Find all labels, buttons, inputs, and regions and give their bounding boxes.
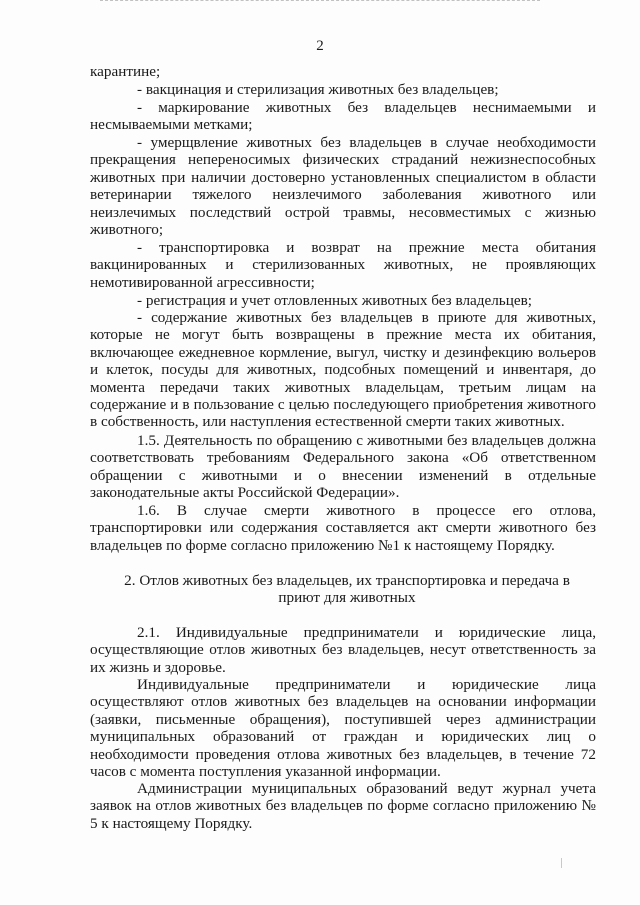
- list-item: - вакцинация и стерилизация животных без владельцев;: [137, 81, 499, 98]
- list-item: - транспортировка и возврат на прежние места обитания вакцинированных и стерилизованных животных, не проявляющих немотивированной агрессивности;: [90, 239, 596, 291]
- paragraph-2-1: 2.1. Индивидуальные предприниматели и юридические лица, осуществляющие отлов животных без владельцев, несут ответственность за их жизнь и здоровье.: [90, 624, 596, 676]
- page-number: 2: [316, 38, 324, 54]
- list-item: - содержание животных без владельцев в приюте для животных, которые не могут быть возвращены в прежние места их обитания, включающее ежедневное кормление, выгул, чистку и дезинфекцию вольеров и клеток, посуды для животных, подсобных помещений и инвентаря, до момента передачи таких животных владельцам, третьим лицам на содержание и в пользование с целью последующего приобретения животного в собственность, или наступления естественной смерти таких животных.: [90, 309, 596, 431]
- text-block: [90, 780, 596, 832]
- paragraph: карантине;: [90, 63, 161, 80]
- paragraph: Индивидуальные предприниматели и юридические лица осуществляют отлов животных без владельцев на основании информации (заявки, письменные обращения), поступившей через администрации муниципальных образований от граждан и юридических лиц о необходимости проведения отлова животных без владельцев, в течение 72 часов с момента поступления указанной информации.: [90, 676, 596, 781]
- text-block: [90, 134, 596, 238]
- scan-artifact: [100, 0, 540, 5]
- text-block: [90, 309, 596, 431]
- text-block: [90, 676, 596, 780]
- text-block: [90, 292, 596, 309]
- paragraph-1-6: 1.6. В случае смерти животного в процессе его отлова, транспортировки или содержания составляется акт смерти животного без владельцев по форме согласно приложению №1 к настоящему Порядку.: [90, 502, 596, 554]
- section-heading: 2. Отлов животных без владельцев, их транспортировка и передача в приют для животных: [124, 572, 570, 607]
- text-block: [90, 432, 596, 502]
- text-block: [90, 99, 596, 134]
- list-item: - маркирование животных без владельцев неснимаемыми и несмываемыми метками;: [90, 99, 596, 134]
- text-block: [90, 502, 596, 554]
- paragraph: Администрации муниципальных образований ведут журнал учета заявок на отлов животных без владельцев по форме согласно приложению № 5 к настоящему Порядку.: [90, 780, 596, 832]
- text-block: [90, 81, 596, 98]
- list-item: - умерщвление животных без владельцев в случае необходимости прекращения непереносимых физических страданий нежизнеспособных животных при наличии достоверно установленных специалистом в области ветеринарии тяжелого неизлечимого заболевания животного или неизлечимых последствий острой травмы, несовместимых с жизнью животного;: [90, 134, 596, 239]
- paragraph-1-5: 1.5. Деятельность по обращению с животными без владельцев должна соответствовать требованиям Федерального закона «Об ответственном обращении с животными и о внесении изменений в отдельные законодательные акты Российской Федерации».: [90, 432, 596, 502]
- text-block: [90, 63, 596, 80]
- text-block: [90, 624, 596, 676]
- scan-artifact: [561, 858, 562, 868]
- list-item: - регистрация и учет отловленных животных без владельцев;: [137, 292, 532, 309]
- text-block: [90, 239, 596, 291]
- text-block: [104, 572, 590, 607]
